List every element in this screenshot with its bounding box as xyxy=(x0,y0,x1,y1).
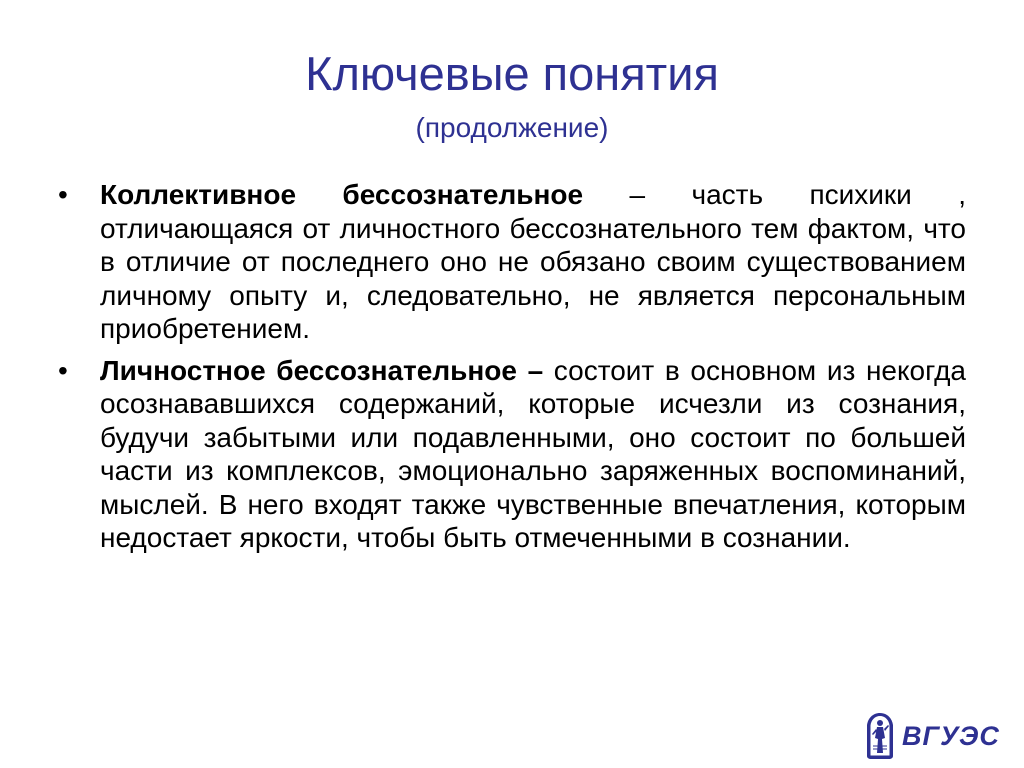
logo-text: ВГУЭС xyxy=(902,721,1000,751)
university-emblem-icon xyxy=(864,712,896,760)
bullet-list xyxy=(58,178,966,563)
bullet-item-collective-unconscious xyxy=(58,178,966,346)
bullet-term: Коллективное бессознательное xyxy=(100,179,584,210)
bullet-term: Личностное бессознательное – xyxy=(100,354,544,386)
slide-subtitle: (продолжение) xyxy=(415,112,609,143)
bullet-text: – часть психики , отличающаяся от личностного бессознательного тем фактом, что в отличие от последнего оно не обязано своим существованием личному опыту и, следовательно, не является персональным приобретением. xyxy=(100,179,967,344)
bullet-dot-icon: • xyxy=(58,179,68,210)
bullet-item-personal-unconscious xyxy=(58,354,966,555)
slide-title: Ключевые понятия xyxy=(305,47,719,100)
bullet-text: состоит в основном из некогда осознававшихся содержаний, которые исчезли из сознания, будучи забытыми или подавленными, оно состоит по большей части из комплексов, эмоционально заряженных воспоминаний, мыслей. В него входят также чувственные впечатления, которым недостает яркости, чтобы быть отмеченными в сознании. xyxy=(100,354,966,553)
bullet-dot-icon: • xyxy=(58,354,68,386)
university-logo xyxy=(864,712,1000,760)
